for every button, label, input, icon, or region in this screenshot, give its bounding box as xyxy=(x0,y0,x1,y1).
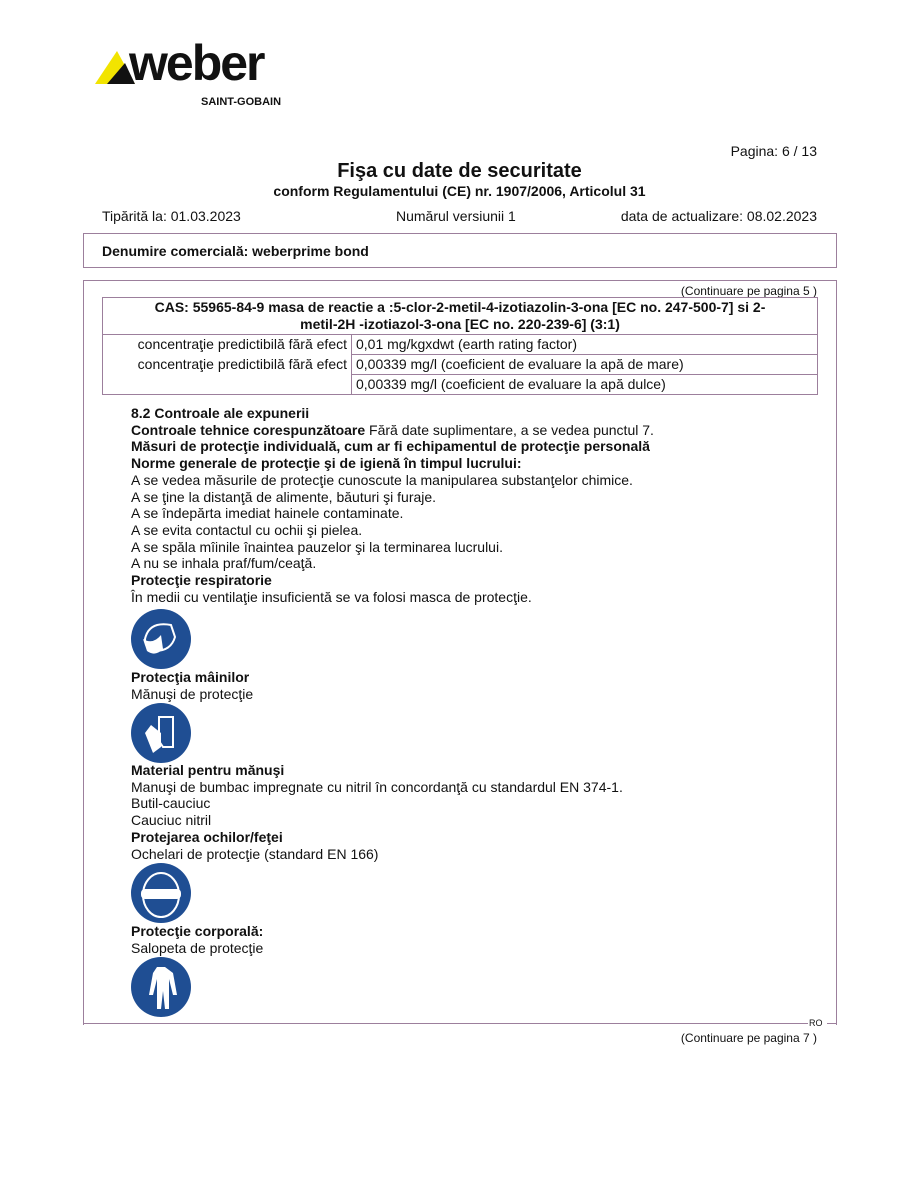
doc-title: Fişa cu date de securitate xyxy=(337,160,582,182)
weber-logo xyxy=(95,35,295,110)
lang-code: RO xyxy=(809,1018,823,1028)
page-number: Pagina: 6 / 13 xyxy=(730,143,817,159)
table-header: CAS: 55965-84-9 masa de reactie a :5-clor-2-metil-4-izotiazolin-3-ona [EC no. 247-500-7] si 2- metil-2H -izotiazol-3-ona [EC no. 220-239-6] (3:1) xyxy=(103,298,818,335)
sds-page: weber SAINT-GOBAIN Pagina: 6 / 13 Fişa cu date de securitate conform Regulamentului (CE) nr. 1907/2006, Articolul 31 Tipărită la: 01.03.2023 Numărul versiunii 1 data de actualizare: 08.02.2023 Denumire comercială: weberprime bond RO (Continuare pe pagina 5 ) CAS: 55965-84-9 masa de reactie a :5-clor-2-metil-4-izotiazolin-3-ona [EC no. 247-500-7] si 2- metil-2H -izotiazol-3-ona [EC no. 220-239-6] (3:1) concentraţie predictibilă fără efect 0,01 mg/kgxdwt (earth rating factor) concentraţie predictibilă fără efect 0,00339 mg/l (coeficient de evaluare la apă de mare) 0,00339 mg/l (coeficient de evaluare la apă dulce) 8.2 Controale ale expunerii Controale tehnice corespunzătoare Fără date suplimentare, a se vedea punctul 7. Măsuri de protecţie individuală, cum ar fi echipamentul de protecţie personală Norme generale de protecţie şi de igienă în timpul lucrului: A se vedea măsurile de protecţie cunoscute la manipularea substanţelor chimice. A se ţine la distanţă de alimente, băuturi şi furaje. A se îndepărta imediat hainele contaminate. A se evita contactul cu ochii şi pielea. A se spăla mîinile înaintea pauzelor şi la terminarea lucrului. A nu se inhala praf/fum/ceaţă. Protecţie respiratorie În medii cu ventilaţie insuficientă se va folosi masca de protecţie. Protecţia mâinilor Mănuşi de protecţie Material pentru mănuşi Manuşi de bumbac impregnate cu nitril în concordanţă cu standardul EN 374-1. Butil-cauciuc Cauciuc nitril Protejarea ochilor/feţei Ochelari de protecţie (standard EN 166) Protecţie corporală: Salopeta de protecţie (Continuare pe pagina 7 ) xyxy=(0,0,919,1190)
section-text: 8.2 Controale ale expunerii Controale tehnice corespunzătoare Fără date suplimentare, a se vedea punctul 7. Măsuri de protecţie individuală, cum ar fi echipamentul de protecţie personală Norme generale de protecţie şi de igienă în timpul lucrului: A se vedea măsurile de protecţie cunoscute la manipularea substanţelor chimice. A se ţine la distanţă de alimente, băuturi şi furaje. A se îndepărta imediat hainele contaminate. A se evita contactul cu ochii şi pielea. A se spăla mîinile înaintea pauzelor şi la terminarea lucrului. A nu se inhala praf/fum/ceaţă. Protecţie respiratorie În medii cu ventilaţie insuficientă se va folosi masca de protecţie. xyxy=(131,405,654,605)
product-name: Denumire comercială: weberprime bond xyxy=(102,243,369,259)
printed-date: Tipărită la: 01.03.2023 xyxy=(102,208,241,224)
respirator-mask-icon xyxy=(131,609,191,669)
doc-subtitle: conform Regulamentului (CE) nr. 1907/2006, Articolul 31 xyxy=(273,183,646,199)
table-row: 0,00339 mg/l (coeficient de evaluare la apă dulce) xyxy=(103,375,818,395)
continued-to: (Continuare pe pagina 7 ) xyxy=(680,1031,817,1045)
gloves-icon xyxy=(131,703,191,763)
continued-from: (Continuare pe pagina 5 ) xyxy=(680,284,817,298)
pnec-table xyxy=(102,297,818,395)
safety-goggles-icon xyxy=(131,863,191,923)
logo-sub: SAINT-GOBAIN xyxy=(201,96,282,108)
table-row: concentraţie predictibilă fără efect 0,00339 mg/l (coeficient de evaluare la apă de mare) xyxy=(103,355,818,375)
version: Numărul versiunii 1 xyxy=(396,208,516,224)
product-box xyxy=(83,233,837,268)
logo-brand: weber xyxy=(129,35,264,91)
updated-date: data de actualizare: 08.02.2023 xyxy=(620,208,817,224)
protective-coverall-icon xyxy=(131,957,191,1017)
table-row: concentraţie predictibilă fără efect 0,01 mg/kgxdwt (earth rating factor) xyxy=(103,335,818,355)
